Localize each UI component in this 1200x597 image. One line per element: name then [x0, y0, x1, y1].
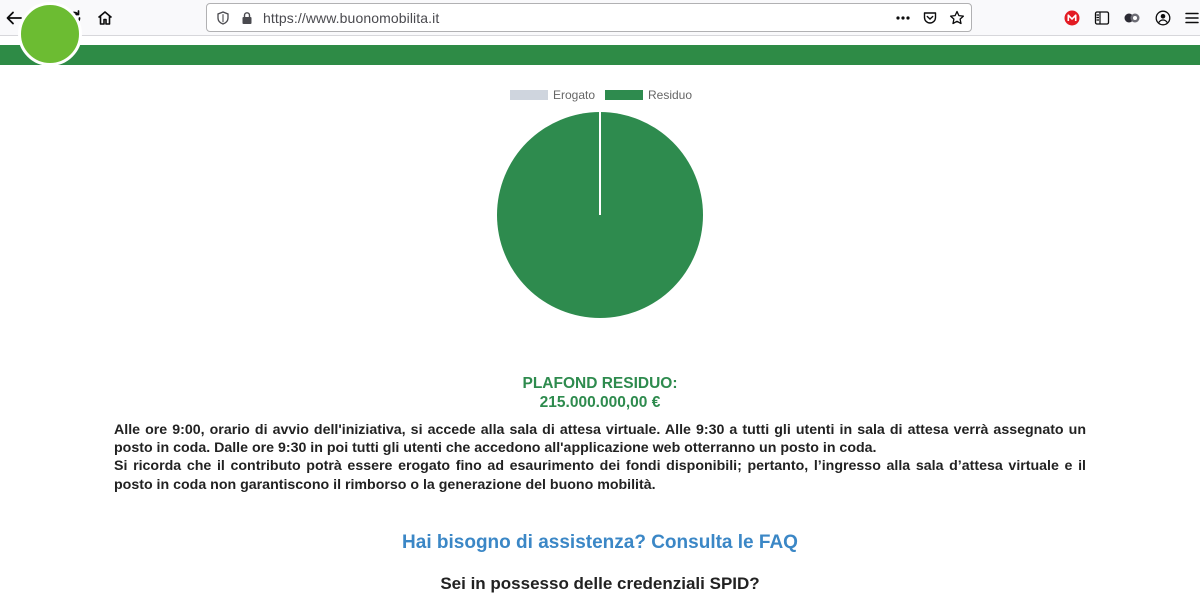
- menu-icon[interactable]: [1178, 4, 1200, 32]
- sidebar-icon[interactable]: [1088, 4, 1116, 32]
- plafond-amount: 215.000.000,00 €: [539, 394, 661, 411]
- faq-link[interactable]: Hai bisogno di assistenza? Consulta le FAQ: [402, 532, 798, 553]
- pie-svg: [0, 80, 1200, 330]
- bookmark-star-icon[interactable]: [949, 10, 965, 26]
- legend-label-erogato: Erogato: [553, 88, 596, 102]
- plafond-residuo: [0, 374, 1200, 412]
- containers-icon[interactable]: [1118, 4, 1146, 32]
- plafond-pie-chart: [0, 80, 1200, 330]
- site-logo[interactable]: [18, 2, 82, 66]
- more-dots-icon[interactable]: [895, 10, 911, 26]
- browser-toolbar: [0, 0, 1200, 36]
- url-text[interactable]: https://www.buonomobilita.it: [263, 10, 440, 26]
- info-text: [114, 421, 1086, 494]
- pocket-icon[interactable]: [922, 10, 938, 26]
- url-bar[interactable]: [206, 3, 972, 32]
- site-header: [0, 36, 1200, 65]
- plafond-title: PLAFOND RESIDUO:: [522, 375, 678, 392]
- legend-label-residuo: Residuo: [648, 88, 693, 102]
- info-paragraph-1: Alle ore 9:00, orario di avvio dell'iniziativa, si accede alla sala di attesa virtuale. Alle 9:30 a tutti gli utenti in sala di attesa verrà assegnato un posto in coda. Dalle ore 9:30 in poi tutti gli utenti che accedono all'applicazione web otterranno un posto in coda.: [114, 422, 1086, 457]
- extension-m-icon[interactable]: [1058, 4, 1086, 32]
- shield-icon[interactable]: [215, 10, 231, 26]
- info-paragraph-2: Si ricorda che il contributo potrà essere erogato fino ad esaurimento dei fondi disponibili; pertanto, l’ingresso alla sala d’attesa virtuale e il posto in coda non garantiscono il rimborso o la generazione del buono mobilità.: [114, 458, 1086, 493]
- account-icon[interactable]: [1149, 4, 1177, 32]
- lock-icon[interactable]: [239, 10, 255, 26]
- header-green-bar: [0, 45, 1200, 65]
- home-icon[interactable]: [91, 4, 119, 32]
- spid-question: Sei in possesso delle credenziali SPID?: [440, 574, 760, 593]
